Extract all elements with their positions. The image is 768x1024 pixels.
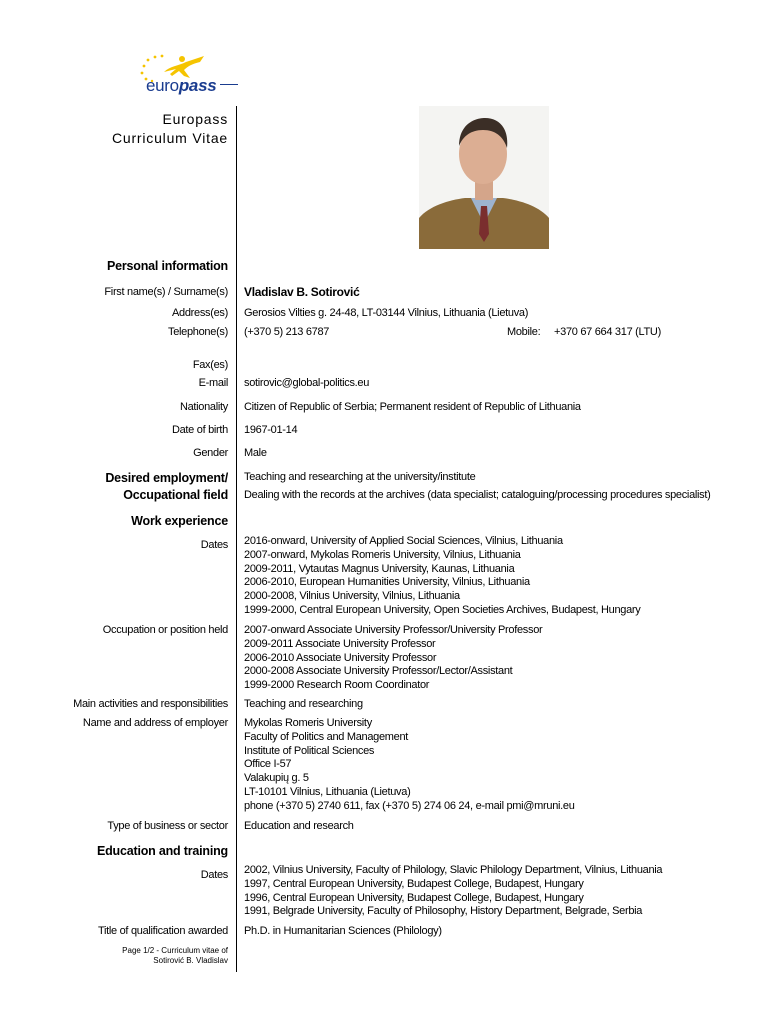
list-item: 1991, Belgrade University, Faculty of Philosophy, History Department, Belgrade, Serbia [244,905,643,918]
list-item: 2000-2008, Vilnius University, Vilnius, Lithuania [244,590,460,603]
occupation-list [244,624,542,693]
list-item: 2016-onward, University of Applied Social Sciences, Vilnius, Lithuania [244,535,563,547]
list-item: Institute of Political Sciences [244,744,375,757]
list-item: Office I-57 [244,758,292,771]
email-value[interactable]: sotirovic@global-politics.eu [244,377,370,389]
list-item: 2006-2010 Associate University Professor [244,651,437,664]
date-of-birth-value: 1967-01-14 [244,424,298,436]
education-dates-list [244,864,662,919]
employer-address [244,717,575,814]
date-of-birth-label: Date of birth [171,424,228,436]
list-item: 1999-2000, Central European University, Open Societies Archives, Budapest, Hungary [244,603,641,616]
education-dates-label: Dates [200,869,228,881]
column-divider [236,106,237,972]
desired-employment-value: Teaching and researching at the university/institute [244,471,476,483]
list-item: 1997, Central European University, Budapest College, Budapest, Hungary [244,877,584,890]
work-dates-list [244,535,641,618]
work-experience-heading: Work experience [131,514,228,528]
personal-information-heading: Personal information [106,259,228,273]
name-value: Vladislav B. Sotirović [244,285,360,299]
gender-value: Male [244,447,267,459]
name-label: First name(s) / Surname(s) [104,286,228,298]
list-item: 2000-2008 Associate University Professor/Lector/Assistant [244,665,513,678]
mobile-value: +370 67 664 317 (LTU) [554,326,661,338]
nationality-label: Nationality [179,401,228,413]
list-item: 2009-2011 Associate University Professor [244,637,436,650]
telephone-value: (+370 5) 213 6787 [244,326,330,338]
mobile-label: Mobile: [507,326,541,338]
list-item: 2007-onward Associate University Professor/University Professor [244,624,543,636]
list-item: 2009-2011, Vytautas Magnus University, Kaunas, Lithuania [244,562,515,575]
page-footer: Page 1/2 - Curriculum vitae of Sotirović B. Vladislav [122,946,228,965]
list-item: Faculty of Politics and Management [244,730,409,743]
work-dates-label: Dates [200,539,228,551]
occupational-field-heading: Occupational field [123,488,228,502]
employer-label: Name and address of employer [82,717,228,729]
business-value: Education and research [244,820,354,832]
business-label: Type of business or sector [107,820,228,832]
europass-logo [134,52,238,100]
document-title: Europass Curriculum Vitae [111,111,228,146]
education-heading: Education and training [96,844,228,858]
list-item: 1999-2000 Research Room Coordinator [244,679,430,692]
qualification-value: Ph.D. in Humanitarian Sciences (Philology) [244,925,442,937]
profile-photo [419,106,549,249]
address-value: Gerosios Vilties g. 24-48, LT-03144 Vilnius, Lithuania (Lietuva) [244,307,529,319]
europass-wordmark: europass [146,76,217,95]
fax-label: Fax(es) [192,359,228,371]
list-item: 2007-onward, Mykolas Romeris University, Vilnius, Lithuania [244,548,521,561]
list-item: LT-10101 Vilnius, Lithuania (Lietuva) [244,785,411,798]
list-item: phone (+370 5) 2740 611, fax (+370 5) 274 06 24, e-mail pmi@mruni.eu [244,799,575,812]
list-item: 1996, Central European University, Budapest College, Budapest, Hungary [244,891,584,904]
occupational-field-value: Dealing with the records at the archives (data specialist; cataloguing/processing procedures specialist) [244,489,711,501]
list-item: 2002, Vilnius University, Faculty of Philology, Slavic Philology Department, Vilnius, Lithuania [244,864,663,876]
list-item: Valakupių g. 5 [244,772,309,785]
gender-label: Gender [193,447,228,459]
activities-value: Teaching and researching [244,698,363,710]
activities-label: Main activities and responsibilities [73,698,228,710]
email-label: E-mail [198,377,228,389]
nationality-value: Citizen of Republic of Serbia; Permanent resident of Republic of Lithuania [244,401,581,413]
telephone-label: Telephone(s) [168,326,228,338]
desired-employment-heading: Desired employment/ [105,471,228,485]
occupation-label: Occupation or position held [102,624,228,636]
qualification-label: Title of qualification awarded [97,925,228,937]
list-item: 2006-2010, European Humanities University, Vilnius, Lithuania [244,576,530,589]
address-label: Address(es) [172,307,228,319]
list-item: Mykolas Romeris University [244,717,372,729]
logo-rule [220,84,238,85]
